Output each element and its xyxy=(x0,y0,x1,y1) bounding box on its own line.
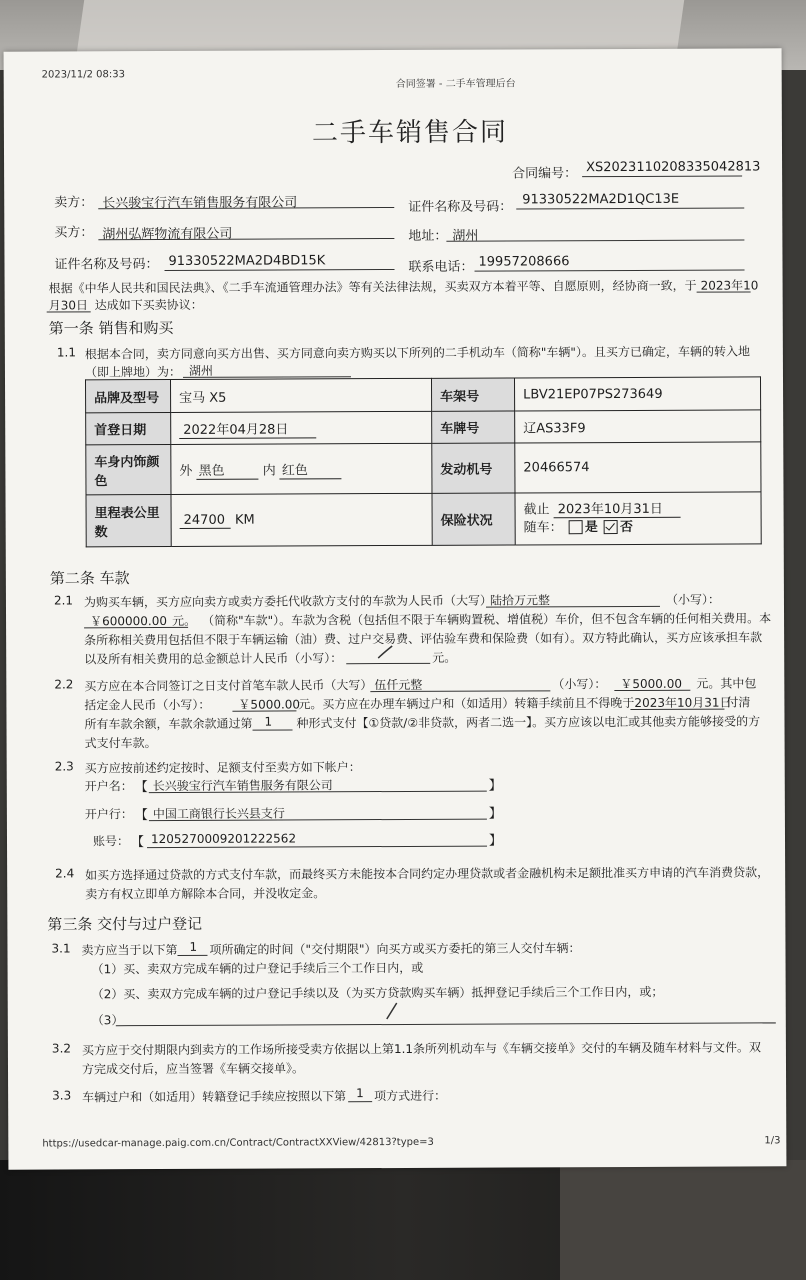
contract-no-label: 合同编号： xyxy=(512,166,578,182)
deposit-amount: ￥5000.00 xyxy=(238,697,301,712)
delivery-option: 1 xyxy=(189,939,198,954)
bank-name: 中国工商银行长兴县支行 xyxy=(152,806,285,822)
bank-label: 开户行： xyxy=(84,807,133,822)
yuan-text: 元。 xyxy=(172,613,197,628)
buyer-addr-label: 地址： xyxy=(408,228,448,244)
engine-label: 发动机号 xyxy=(432,443,515,493)
preamble-line2: 达成如下买卖协议： xyxy=(94,297,203,313)
print-header-title: 合同签署 - 二手车管理后台 xyxy=(395,78,516,90)
underline xyxy=(348,1101,372,1102)
payment-way: 1 xyxy=(264,714,273,729)
buyer-tel-label: 联系电话： xyxy=(408,259,474,275)
follow-yes-checkbox[interactable] xyxy=(569,520,583,534)
clause-number: 1.1 xyxy=(56,345,77,360)
clause-number: 3.1 xyxy=(51,941,71,956)
background-bottom xyxy=(0,1160,806,1280)
clause-3-2-text2: 方完成交付后，应当签署《车辆交接单》。 xyxy=(81,1061,305,1077)
preamble-line1: 根据《中华人民共和国民法典》、《二手车流通管理办法》等有关法律法规，买卖双方本着平等、自愿原则，经协商一致，于 xyxy=(48,278,697,296)
follow-yes-label: 是 xyxy=(584,519,598,535)
underline xyxy=(116,1022,776,1026)
article2-title: 第二条 车款 xyxy=(49,569,130,588)
interior-color: 红色 xyxy=(280,463,342,479)
clause-2-1-text4: 以及所有相关费用的总金额总计人民币（小写）： xyxy=(84,651,343,667)
underline xyxy=(446,239,744,241)
delivery-item-3: （3） xyxy=(91,1013,124,1028)
account-name: 长兴骏宝行汽车销售服务有限公司 xyxy=(152,778,333,794)
engine-value: 20466574 xyxy=(515,442,761,493)
bracket-right: 】 xyxy=(488,806,502,822)
insurance-label: 保险状况 xyxy=(432,493,515,545)
clause-2-2-text4: 种形式支付【①贷款/②非贷款，两者二选一】。买方应该以电汇或其他卖方能够接受的方 xyxy=(296,714,761,731)
clause-2-2-mid: 元。买方应在办理车辆过户和（如适用）转籍手续前且不得晚于 xyxy=(298,695,635,712)
delivery-item-1: （1）买、卖双方完成车辆的过户登记手续后三个工作日内，或 xyxy=(91,960,424,977)
bracket-right: 】 xyxy=(488,778,502,794)
buyer-id: 91330522MA2D4BD15K xyxy=(168,253,326,269)
page-number: 1/3 xyxy=(764,1135,781,1147)
exterior-label: 外 xyxy=(179,463,193,479)
insurance-cell xyxy=(515,492,761,545)
clause-number: 2.3 xyxy=(54,759,74,774)
interior-label: 内 xyxy=(262,463,276,479)
buyer-label: 买方： xyxy=(54,225,94,241)
account-number: 1205270009201222562 xyxy=(150,831,297,847)
underline xyxy=(98,238,394,240)
bracket-left: 【 xyxy=(130,835,145,851)
underline xyxy=(165,269,395,271)
mileage-unit: KM xyxy=(234,512,255,528)
underline xyxy=(475,269,745,271)
underline xyxy=(149,819,487,821)
brand-label: 品牌及型号 xyxy=(85,379,170,412)
color-cell xyxy=(171,443,432,494)
seller-name: 长兴骏宝行汽车销售服务有限公司 xyxy=(102,195,298,212)
transfer-option: 1 xyxy=(356,1086,364,1101)
table-row xyxy=(86,410,761,445)
seller-id-label: 证件名称及号码： xyxy=(408,199,513,215)
seller-label: 卖方： xyxy=(54,195,94,211)
contract-page xyxy=(4,48,787,1169)
article3-title: 第三条 交付与过户登记 xyxy=(47,914,203,934)
clause-number: 2.4 xyxy=(55,866,75,881)
follow-label: 随车： xyxy=(523,519,563,535)
payment-due-date: 2023年10月31日 xyxy=(634,695,732,710)
underline xyxy=(582,175,742,177)
clause-2-1-text2: （简称"车款"）。车款为含税（包括但不限于车辆购置税、增值税）车价，但不包含车辆的任何相关费用。本 xyxy=(202,611,772,628)
clause-1-1-text2: （即上牌地）为： xyxy=(84,364,182,380)
buyer-id-label: 证件名称及号码： xyxy=(54,257,159,273)
insurance-until: 2023年10月31日 xyxy=(554,501,681,518)
table-row xyxy=(86,442,761,495)
account-no-label: 账号： xyxy=(92,834,130,849)
handwritten-slash-mark xyxy=(384,1002,402,1020)
underline xyxy=(486,606,660,608)
clause-2-2-text3: 所有车款余额，车款余款通过第 xyxy=(84,716,253,732)
preamble-date-b: 月30日 xyxy=(48,298,88,313)
desk-edge xyxy=(560,1160,806,1280)
underline xyxy=(516,207,744,209)
clause-3-1-text: 卖方应当于以下第 xyxy=(81,942,178,958)
table-row xyxy=(86,492,761,547)
bracket-right: 】 xyxy=(488,833,503,849)
color-label: 车身内饰颜色 xyxy=(86,444,171,494)
plate-value: 辽AS33F9 xyxy=(515,410,761,443)
clause-3-3-text: 车辆过户和（如适用）转籍登记手续应按照以下第 xyxy=(82,1089,347,1105)
buyer-name: 湖州弘辉物流有限公司 xyxy=(102,226,233,243)
reg-date-value: 2022年04月28日 xyxy=(179,422,316,439)
clause-2-2-text5: 式支付车款。 xyxy=(84,736,157,751)
clause-3-3-text2: 项方式进行： xyxy=(374,1088,447,1104)
clause-2-4-text2: 卖方有权立即单方解除本合同，并没收定金。 xyxy=(85,886,326,902)
footer-url: https://usedcar-manage.paig.com.cn/Contract/ContractXXView/42813?type=3 xyxy=(42,1136,434,1150)
buyer-tel: 19957208666 xyxy=(478,254,570,270)
exterior-color: 黑色 xyxy=(197,464,259,480)
delivery-item-2: （2）买、卖双方完成车辆的过户登记手续以及（为买方贷款购买车辆）抵押登记手续后三个工作日内，或； xyxy=(91,984,664,1002)
document-title: 二手车销售合同 xyxy=(311,117,509,149)
clause-2-3-text: 买方应按前述约定按时、足额支付至卖方如下帐户： xyxy=(84,760,361,776)
underline xyxy=(370,690,550,692)
clause-2-4-text: 如买方选择通过贷款的方式支付车款，而最终买方未能按本合同约定办理贷款或者金融机构未足额批准买方申请的汽车消费贷款， xyxy=(85,865,770,883)
down-payment-words: 伍仟元整 xyxy=(374,677,423,693)
clause-2-2-text: 买方应在本合同签订之日支付首笔车款人民币（大写） xyxy=(84,678,373,694)
vin-label: 车架号 xyxy=(431,378,514,411)
underline xyxy=(178,955,208,956)
vin-value: LBV21EP07PS273649 xyxy=(514,377,760,411)
preamble-date-a: 2023年10 xyxy=(700,278,759,293)
mileage-cell xyxy=(171,493,432,546)
bracket-left: 【 xyxy=(134,808,148,824)
seller-id: 91330522MA2D1QC13E xyxy=(522,191,680,208)
bracket-left: 【 xyxy=(134,780,148,796)
clause-number: 3.2 xyxy=(51,1041,72,1056)
clause-number: 3.3 xyxy=(52,1088,72,1103)
clause-1-1-text: 根据本合同，卖方同意向买方出售、买方同意向卖方购买以下所列的二手机动车（简称"车辆"）。且买方已确定，车辆的转入地 xyxy=(84,344,750,362)
clause-3-2-text: 买方应于交付期限内到卖方的工作场所接受卖方依据以上第1.1条所列机动车与《车辆交接单》交付的车辆及随车材料与文件。双 xyxy=(81,1040,762,1058)
underline xyxy=(346,663,430,664)
clause-2-2-text2: 括定金人民币（小写）： xyxy=(84,697,211,713)
print-datetime: 2023/11/2 08:33 xyxy=(41,69,125,81)
insurance-until-label: 截止 xyxy=(523,501,550,517)
clause-number: 2.1 xyxy=(53,593,74,608)
yuan-end: 元。 xyxy=(432,650,457,665)
table-row xyxy=(85,377,760,413)
underline xyxy=(147,846,487,848)
vehicle-spec-table xyxy=(85,376,762,547)
small-label: （小写）： xyxy=(665,592,721,607)
clause-2-1-text3: 条所称相关费用包括但不限于车辆运输（油）费、过户交易费、评估验车费和保险费（如有）。双方特此确认，买方应该承担车款 xyxy=(84,630,763,648)
reg-date-label: 首登日期 xyxy=(86,412,171,444)
follow-no-checkbox[interactable] xyxy=(604,520,618,534)
clause-2-1-text: 为购买车辆，买方应向卖方或卖方委托代收款方支付的车款为人民币（大写） xyxy=(83,593,493,610)
plate-label: 车牌号 xyxy=(432,411,515,443)
underline xyxy=(47,311,91,312)
mileage-label: 里程表公里数 xyxy=(86,494,171,546)
contract-no: XS2023110208335042813 xyxy=(586,159,761,176)
underline xyxy=(253,729,293,730)
small-label-2: （小写）： xyxy=(552,677,607,692)
account-name-label: 开户名： xyxy=(84,779,133,794)
clause-number: 2.2 xyxy=(54,677,74,692)
registration-place: 湖州 xyxy=(188,363,214,378)
follow-no-label: 否 xyxy=(619,519,634,535)
price-in-words: 陆拾万元整 xyxy=(489,593,551,608)
price-amount: ￥600000.00 xyxy=(90,613,167,629)
handwritten-slash-mark xyxy=(376,644,394,662)
mileage-value: 24700 xyxy=(180,513,231,529)
clause-2-2-end2: 付清 xyxy=(726,695,751,710)
brand-value: 宝马 X5 xyxy=(170,378,431,412)
buyer-address: 湖州 xyxy=(452,228,479,244)
reg-date-cell xyxy=(171,411,432,444)
article1-title: 第一条 销售和购买 xyxy=(48,318,174,338)
clause-2-2-end1: 元。其中包 xyxy=(696,676,757,691)
clause-3-1-text2: 项所确定的时间（"交付期限"）向买方或买方委托的第三人交付车辆： xyxy=(209,941,581,957)
down-payment-amount: ￥5000.00 xyxy=(620,676,682,692)
